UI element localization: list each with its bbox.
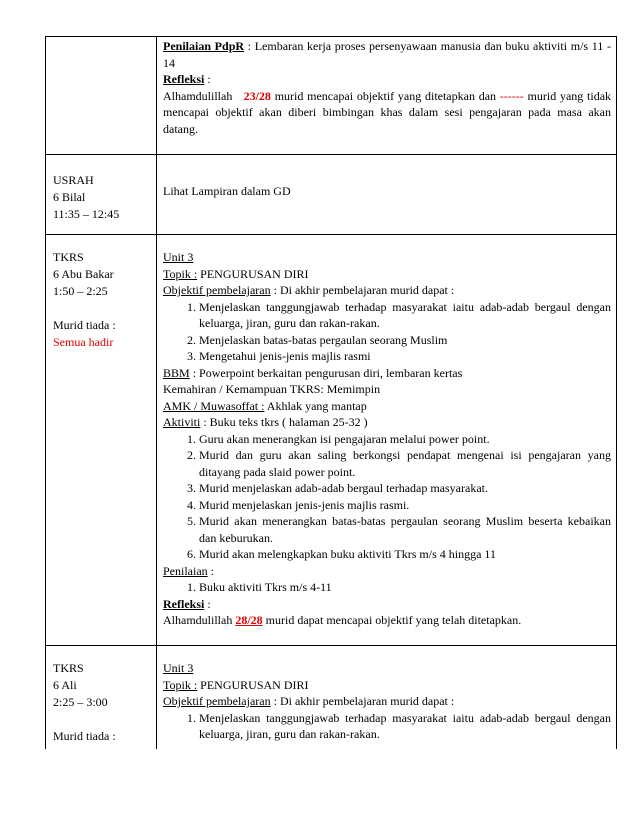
lampiran-note: Lihat Lampiran dalam GD <box>163 184 291 198</box>
time-slot: 11:35 – 12:45 <box>53 207 120 221</box>
subject: USRAH <box>53 173 94 187</box>
list-item: 1. Buku aktiviti Tkrs m/s 4-11 <box>199 579 611 596</box>
absent-value: Semua hadir <box>53 335 114 349</box>
row-divider <box>45 645 617 646</box>
objektif-text: : Di akhir pembelajaran murid dapat : <box>270 283 455 297</box>
list-item: 3. Murid menjelaskan adab-adab bergaul terhadap masyarakat. <box>199 480 611 497</box>
topik <box>163 677 611 694</box>
kemahiran: Kemahiran / Kemampuan TKRS: Memimpin <box>163 382 381 396</box>
refleksi-label: Refleksi <box>163 72 205 86</box>
class-name: 6 Ali <box>53 678 77 692</box>
table-border-right <box>616 36 617 749</box>
row2-content <box>163 183 611 200</box>
list-item: 1. Menjelaskan tanggungjawab terhadap masyarakat iaitu adab-adab bergaul dengan keluarga, jiran, guru dan rakan-rakan. <box>199 710 611 743</box>
refleksi-end: murid yang tidak mencapai objektif akan diberi bimbingan khas dalam sesi pengajaran pada masa akan datang. <box>163 88 612 136</box>
topik-value: PENGURUSAN DIRI <box>197 266 309 281</box>
penilaian-pdpr <box>163 38 611 71</box>
refleksi-mid: murid mencapai objektif yang ditetapkan dan <box>270 88 500 103</box>
objectives-list <box>163 710 611 743</box>
list-item: 5. Murid akan menerangkan batas-batas pergaulan seorang Muslim beserta kebaikan dan keburukan. <box>199 513 611 546</box>
topik-label: Topik : <box>163 266 198 281</box>
refleksi-text <box>163 612 611 629</box>
penilaian <box>163 563 611 580</box>
refleksi-end: murid dapat mencapai objektif yang telah ditetapkan. <box>262 613 522 627</box>
time-slot: 1:50 – 2:25 <box>53 284 108 298</box>
refleksi-label: Refleksi <box>163 596 205 611</box>
penilaian-label: Penilaian <box>163 563 208 578</box>
subject: TKRS <box>53 250 84 264</box>
topik-value: PENGURUSAN DIRI <box>197 677 309 692</box>
penilaian-label: Penilaian PdpR <box>163 39 245 53</box>
row-divider <box>45 234 617 235</box>
time-slot: 2:25 – 3:00 <box>53 695 108 709</box>
alhamdulillah: Alhamdulillah <box>163 613 236 627</box>
table-border-left <box>45 36 46 749</box>
row3-meta <box>53 249 153 351</box>
row4-meta <box>53 660 153 745</box>
bbm-text: : Powerpoint berkaitan pengurusan diri, lembaran kertas <box>189 365 463 380</box>
row4-content <box>163 660 611 743</box>
topik <box>163 266 611 283</box>
row-divider <box>45 154 617 155</box>
topik-label: Topik : <box>163 677 198 692</box>
list-item: 1. Guru akan menerangkan isi pengajaran melalui power point. <box>199 431 611 448</box>
alhamdulillah: Alhamdulillah <box>163 88 233 103</box>
aktiviti-label: Aktiviti <box>163 415 201 429</box>
lesson-plan-table <box>45 36 617 749</box>
list-item: 2. Murid dan guru akan saling berkongsi pendapat mengenai isi pengajaran yang ditayang pada slaid power point. <box>199 447 611 480</box>
list-item: 3. Mengetahui jenis-jenis majlis rasmi <box>199 348 611 365</box>
absent-label: Murid tiada : <box>53 318 116 332</box>
bbm <box>163 365 611 382</box>
unit: Unit 3 <box>163 250 194 264</box>
column-divider <box>156 36 157 749</box>
activities-list <box>163 431 611 563</box>
assessment-list <box>163 579 611 596</box>
objektif-label: Objektif pembelajaran <box>163 694 271 708</box>
objectives-list <box>163 299 611 365</box>
dashes: ------ <box>499 88 524 103</box>
refleksi-text <box>163 88 611 138</box>
objektif <box>163 282 611 299</box>
aktiviti <box>163 414 611 431</box>
list-item: 2. Menjelaskan batas-batas pergaulan seorang Muslim <box>199 332 611 349</box>
refleksi-colon: : <box>204 596 211 611</box>
objektif-text: : Di akhir pembelajaran murid dapat : <box>270 694 455 708</box>
refleksi-colon: : <box>204 72 211 86</box>
objektif-label: Objektif pembelajaran <box>163 283 271 297</box>
penilaian-colon: : <box>207 563 214 578</box>
score-badge: 28/28 <box>235 613 263 627</box>
score-badge: 23/28 <box>243 88 271 103</box>
row2-meta <box>53 172 153 223</box>
subject: TKRS <box>53 661 84 675</box>
amk-label: AMK / Muwasoffat : <box>163 398 265 413</box>
amk-text: Akhlak yang mantap <box>264 398 367 413</box>
refleksi-heading <box>163 596 611 613</box>
list-item: 1. Menjelaskan tanggungjawab terhadap masyarakat iaitu adab-adab bergaul dengan keluarga, jiran, guru dan rakan-rakan. <box>199 299 611 332</box>
bbm-label: BBM <box>163 365 190 380</box>
row-divider <box>45 36 617 37</box>
refleksi-heading <box>163 71 611 88</box>
aktiviti-text: : Buku teks tkrs ( halaman 25-32 ) <box>200 415 368 429</box>
row3-content <box>163 249 611 629</box>
penilaian-text: : Lembaran kerja proses persenyawaan manusia dan buku aktiviti m/s 11 - 14 <box>163 39 611 70</box>
absent-label: Murid tiada : <box>53 729 116 743</box>
class-name: 6 Bilal <box>53 190 86 204</box>
list-item: 6. Murid akan melengkapkan buku aktiviti Tkrs m/s 4 hingga 11 <box>199 546 611 563</box>
unit: Unit 3 <box>163 661 194 675</box>
class-name: 6 Abu Bakar <box>53 267 114 281</box>
row1-content <box>163 38 611 137</box>
objektif <box>163 693 611 710</box>
amk <box>163 398 611 415</box>
list-item: 4. Murid menjelaskan jenis-jenis majlis rasmi. <box>199 497 611 514</box>
